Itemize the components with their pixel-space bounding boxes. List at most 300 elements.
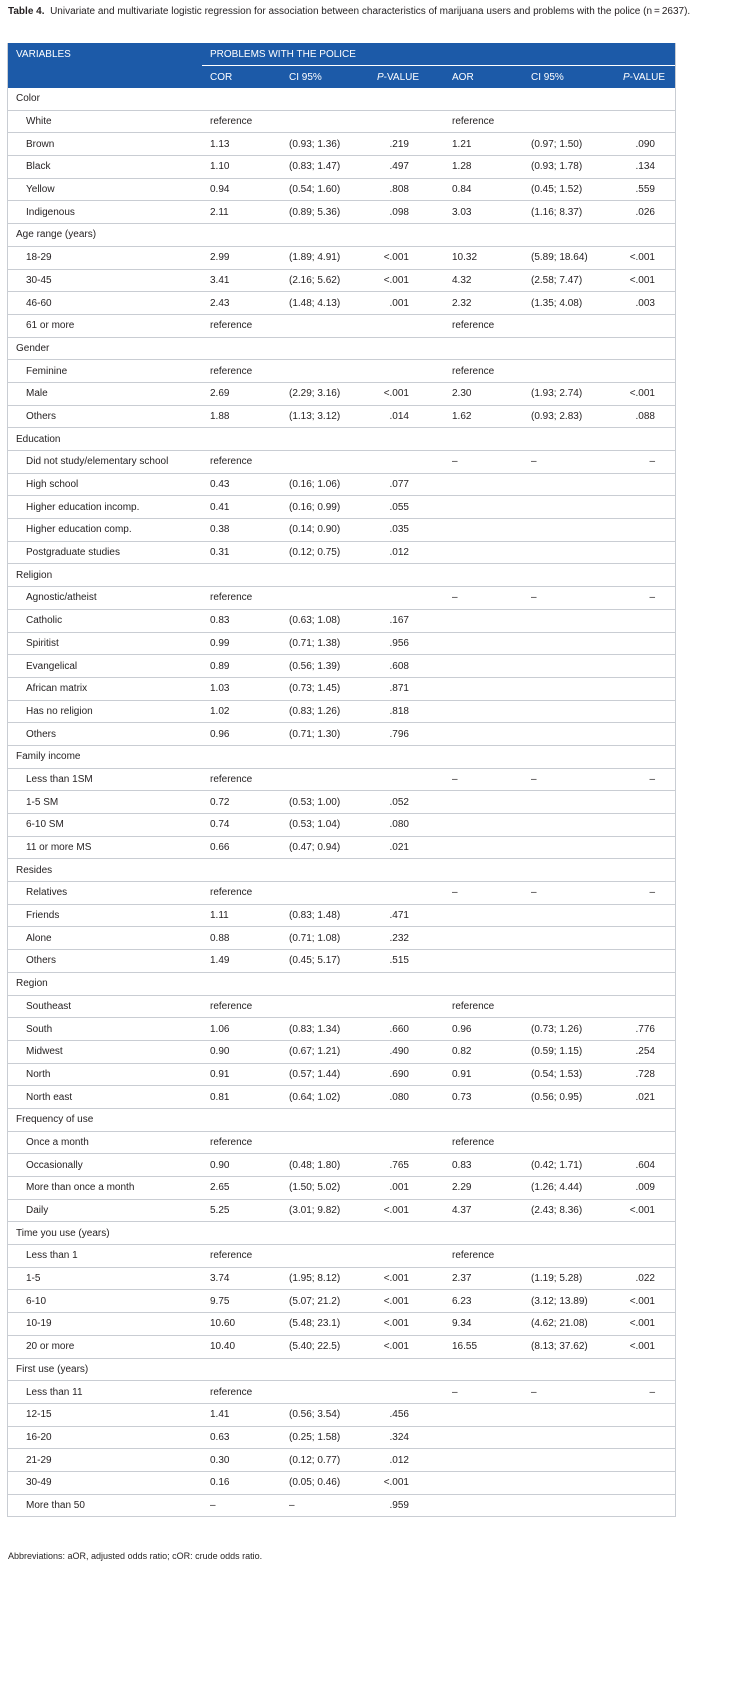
cell-ci-adjusted [523,609,615,632]
group-label: Age range (years) [8,224,675,247]
cell-ci-crude: (1.48; 4.13) [281,292,369,315]
cell-p-value-adjusted [615,723,675,746]
row-label: 30-45 [8,269,202,292]
cell-p-value-crude [369,1267,444,1290]
p-value-text: – [649,887,655,899]
row-label: Agnostic/atheist [8,587,202,610]
table-caption [8,5,698,19]
cell-ci-adjusted [523,723,615,746]
row-label: Relatives [8,882,202,905]
cell-p-value-adjusted [615,1290,675,1313]
cell-ci-crude: – [281,1494,369,1517]
cell-aor [444,609,523,632]
cell-ci-adjusted: (1.35; 4.08) [523,292,615,315]
p-value-text: <.001 [629,274,655,286]
row-label: Male [8,382,202,405]
p-value-text: <.001 [629,1205,655,1217]
cell-p-value-crude [369,246,444,269]
cell-ci-adjusted: (0.45; 1.52) [523,178,615,201]
cell-p-value-adjusted [615,768,675,791]
cell-p-value-adjusted [615,451,675,474]
row-label: 16-20 [8,1426,202,1449]
table-row [8,156,675,179]
cell-aor: 0.82 [444,1040,523,1063]
cell-p-value-crude [369,655,444,678]
cell-ci-crude: (0.89; 5.36) [281,201,369,224]
cell-ci-crude [281,451,369,474]
cell-p-value-adjusted [615,1403,675,1426]
row-label: 12-15 [8,1403,202,1426]
header-p-value-crude [369,66,444,89]
cell-p-value-crude [369,541,444,564]
p-value-text: .765 [389,1159,409,1171]
cell-p-value-crude [369,201,444,224]
row-label: 6-10 SM [8,814,202,837]
table-header [8,43,675,88]
cell-p-value-adjusted [615,677,675,700]
cell-ci-adjusted: (2.43; 8.36) [523,1199,615,1222]
cell-aor: 0.84 [444,178,523,201]
cell-p-value-crude [369,1449,444,1472]
cell-cor: 1.02 [202,700,281,723]
cell-aor [444,541,523,564]
table-row [8,632,675,655]
cell-cor: 10.60 [202,1313,281,1336]
cell-ci-adjusted [523,110,615,133]
cell-p-value-crude [369,1040,444,1063]
cell-ci-adjusted [523,655,615,678]
cell-cor: 0.72 [202,791,281,814]
cell-ci-crude: (0.63; 1.08) [281,609,369,632]
cell-aor [444,496,523,519]
table-row [8,1245,675,1268]
header-ci-adjusted: CI 95% [523,66,615,89]
cell-ci-crude: (3.01; 9.82) [281,1199,369,1222]
cell-p-value-crude [369,451,444,474]
cell-cor: reference [202,882,281,905]
cell-cor: 0.88 [202,927,281,950]
cell-cor: 0.96 [202,723,281,746]
cell-cor: 2.99 [202,246,281,269]
cell-ci-adjusted: (4.62; 21.08) [523,1313,615,1336]
table-row [8,655,675,678]
cell-cor: 0.81 [202,1086,281,1109]
table-row [8,314,675,337]
p-value-text: .014 [389,410,409,422]
table-caption-label: Table 4. [8,6,45,17]
cell-aor: 6.23 [444,1290,523,1313]
cell-p-value-adjusted [615,995,675,1018]
cell-p-value-adjusted [615,1449,675,1472]
cell-aor: 0.83 [444,1154,523,1177]
cell-ci-adjusted [523,519,615,542]
table-row [8,1313,675,1336]
cell-aor: reference [444,995,523,1018]
cell-ci-crude: (0.47; 0.94) [281,836,369,859]
table-group-row [8,337,675,360]
cell-cor: 1.03 [202,677,281,700]
cell-ci-crude: (0.71; 1.30) [281,723,369,746]
group-label: Gender [8,337,675,360]
row-label: 6-10 [8,1290,202,1313]
cell-ci-adjusted [523,496,615,519]
row-label: High school [8,473,202,496]
table-row [8,768,675,791]
group-label: Religion [8,564,675,587]
table-row [8,292,675,315]
cell-aor: 1.21 [444,133,523,156]
p-value-text: .080 [389,819,409,831]
header-p-rest: -VALUE [629,71,666,83]
table-row [8,995,675,1018]
row-label: Did not study/elementary school [8,451,202,474]
cell-p-value-adjusted [615,292,675,315]
cell-ci-crude: (0.67; 1.21) [281,1040,369,1063]
cell-ci-adjusted [523,314,615,337]
table-row [8,1040,675,1063]
cell-aor: – [444,587,523,610]
table-row [8,677,675,700]
table-row [8,110,675,133]
cell-ci-adjusted [523,995,615,1018]
p-value-text: <.001 [383,1477,409,1489]
cell-ci-crude: (0.05; 0.46) [281,1471,369,1494]
table-group-row [8,972,675,995]
cell-p-value-adjusted [615,1494,675,1517]
table-footnote: Abbreviations: aOR, adjusted odds ratio; cOR: crude odds ratio. [8,1551,263,1561]
cell-ci-crude [281,1381,369,1404]
p-value-text: .254 [635,1046,655,1058]
cell-ci-crude: (0.83; 1.34) [281,1018,369,1041]
cell-ci-crude: (0.71; 1.08) [281,927,369,950]
cell-p-value-crude [369,1335,444,1358]
cell-aor [444,1494,523,1517]
p-value-text: .604 [635,1159,655,1171]
p-value-text: – [649,592,655,604]
row-label: Higher education incomp. [8,496,202,519]
p-value-text: <.001 [629,1318,655,1330]
table-row [8,473,675,496]
cell-ci-crude: (5.07; 21.2) [281,1290,369,1313]
cell-p-value-adjusted [615,950,675,973]
cell-p-value-adjusted [615,1267,675,1290]
cell-ci-crude: (0.53; 1.04) [281,814,369,837]
cell-p-value-crude [369,632,444,655]
cell-cor: 2.11 [202,201,281,224]
cell-p-value-adjusted [615,382,675,405]
row-label: South [8,1018,202,1041]
cell-ci-adjusted: – [523,882,615,905]
p-value-text: .021 [635,1091,655,1103]
cell-ci-crude [281,995,369,1018]
cell-ci-crude: (1.13; 3.12) [281,405,369,428]
cell-cor: 3.41 [202,269,281,292]
row-label: Others [8,723,202,746]
header-p-italic: P [377,71,384,83]
cell-ci-adjusted: – [523,587,615,610]
cell-p-value-adjusted [615,587,675,610]
p-value-text: .167 [389,615,409,627]
cell-ci-crude: (1.50; 5.02) [281,1177,369,1200]
cell-p-value-adjusted [615,927,675,950]
cell-aor: – [444,882,523,905]
row-label: Black [8,156,202,179]
cell-aor: 2.30 [444,382,523,405]
table-row [8,451,675,474]
cell-cor: 2.43 [202,292,281,315]
cell-aor: – [444,1381,523,1404]
cell-ci-crude: (5.40; 22.5) [281,1335,369,1358]
cell-aor: 4.37 [444,1199,523,1222]
p-value-text: .818 [389,705,409,717]
cell-aor [444,1471,523,1494]
table-row [8,201,675,224]
cell-ci-crude: (0.73; 1.45) [281,677,369,700]
cell-cor: reference [202,1245,281,1268]
cell-ci-crude: (2.29; 3.16) [281,382,369,405]
cell-cor: 0.16 [202,1471,281,1494]
p-value-text: .608 [389,660,409,672]
cell-ci-crude: (5.48; 23.1) [281,1313,369,1336]
cell-aor [444,632,523,655]
cell-cor: reference [202,1381,281,1404]
row-label: Brown [8,133,202,156]
cell-ci-adjusted [523,632,615,655]
row-label: Occasionally [8,1154,202,1177]
table-group-row [8,745,675,768]
cell-aor: 4.32 [444,269,523,292]
cell-p-value-adjusted [615,1471,675,1494]
table-row [8,133,675,156]
p-value-text: – [649,1386,655,1398]
table-group-row [8,859,675,882]
group-label: Resides [8,859,675,882]
cell-cor: 10.40 [202,1335,281,1358]
cell-ci-adjusted [523,700,615,723]
row-label: Less than 1 [8,1245,202,1268]
cell-p-value-adjusted [615,496,675,519]
cell-p-value-adjusted [615,1313,675,1336]
cell-p-value-adjusted [615,1063,675,1086]
table-row [8,1154,675,1177]
table-row [8,1449,675,1472]
cell-aor: 0.73 [444,1086,523,1109]
header-p-italic: P [623,71,630,83]
cell-aor: reference [444,314,523,337]
cell-cor: 0.66 [202,836,281,859]
cell-ci-adjusted [523,1449,615,1472]
table-group-row [8,1108,675,1131]
cell-aor [444,836,523,859]
cell-p-value-adjusted [615,360,675,383]
cell-p-value-crude [369,950,444,973]
row-label: 1-5 [8,1267,202,1290]
cell-p-value-crude [369,1471,444,1494]
cell-p-value-adjusted [615,473,675,496]
p-value-text: .003 [635,297,655,309]
cell-cor: 0.30 [202,1449,281,1472]
table-row [8,1403,675,1426]
table-row [8,836,675,859]
row-label: More than once a month [8,1177,202,1200]
cell-ci-crude: (0.12; 0.77) [281,1449,369,1472]
header-blank [8,66,202,89]
cell-aor: 0.91 [444,1063,523,1086]
p-value-text: <.001 [383,1295,409,1307]
cell-ci-crude [281,882,369,905]
cell-p-value-adjusted [615,609,675,632]
p-value-text: .690 [389,1068,409,1080]
cell-aor: reference [444,110,523,133]
table-row [8,178,675,201]
p-value-text: .956 [389,637,409,649]
p-value-text: <.001 [383,1273,409,1285]
cell-ci-adjusted [523,950,615,973]
table-row [8,519,675,542]
cell-p-value-crude [369,882,444,905]
cell-cor: reference [202,768,281,791]
table-row [8,1426,675,1449]
cell-ci-adjusted: (1.16; 8.37) [523,201,615,224]
header-group-title: PROBLEMS WITH THE POLICE [202,43,675,66]
header-aor: AOR [444,66,523,89]
cell-p-value-adjusted [615,269,675,292]
cell-cor: reference [202,587,281,610]
p-value-text: .796 [389,728,409,740]
cell-p-value-adjusted [615,1381,675,1404]
cell-p-value-crude [369,723,444,746]
cell-ci-crude: (0.83; 1.26) [281,700,369,723]
cell-p-value-crude [369,360,444,383]
cell-p-value-crude [369,1313,444,1336]
cell-p-value-crude [369,1199,444,1222]
p-value-text: .776 [635,1023,655,1035]
cell-aor [444,1403,523,1426]
cell-ci-crude: (0.57; 1.44) [281,1063,369,1086]
cell-aor: 0.96 [444,1018,523,1041]
cell-cor: 0.89 [202,655,281,678]
table-row [8,1063,675,1086]
p-value-text: .090 [635,138,655,150]
p-value-text: .728 [635,1068,655,1080]
cell-cor: reference [202,314,281,337]
cell-p-value-crude [369,496,444,519]
cell-aor [444,927,523,950]
cell-aor: 1.62 [444,405,523,428]
cell-p-value-adjusted [615,1335,675,1358]
cell-cor: 2.65 [202,1177,281,1200]
cell-p-value-adjusted [615,882,675,905]
group-label: Family income [8,745,675,768]
table-row [8,609,675,632]
table-group-row [8,88,675,110]
p-value-text: .456 [389,1409,409,1421]
group-label: Color [8,88,675,110]
cell-aor: 1.28 [444,156,523,179]
p-value-text: .001 [389,297,409,309]
table-row [8,587,675,610]
cell-ci-adjusted [523,541,615,564]
row-label: Daily [8,1199,202,1222]
cell-p-value-crude [369,1426,444,1449]
p-value-text: .490 [389,1046,409,1058]
row-label: North east [8,1086,202,1109]
p-value-text: .471 [389,910,409,922]
cell-cor: 2.69 [202,382,281,405]
cell-ci-adjusted [523,1403,615,1426]
table-row [8,1199,675,1222]
cell-ci-adjusted: – [523,451,615,474]
cell-ci-crude: (1.95; 8.12) [281,1267,369,1290]
cell-p-value-adjusted [615,1426,675,1449]
cell-p-value-adjusted [615,1018,675,1041]
cell-ci-adjusted [523,360,615,383]
p-value-text: .026 [635,206,655,218]
cell-aor [444,814,523,837]
p-value-text: <.001 [383,1341,409,1353]
cell-aor: 2.32 [444,292,523,315]
table-row [8,269,675,292]
table-row [8,904,675,927]
cell-cor: 1.88 [202,405,281,428]
cell-ci-adjusted [523,791,615,814]
cell-ci-adjusted: (0.93; 2.83) [523,405,615,428]
cell-p-value-crude [369,609,444,632]
cell-ci-adjusted [523,927,615,950]
cell-p-value-crude [369,814,444,837]
cell-cor: 0.43 [202,473,281,496]
cell-aor [444,473,523,496]
p-value-text: .021 [389,842,409,854]
p-value-text: <.001 [383,1318,409,1330]
cell-p-value-crude [369,1018,444,1041]
cell-ci-crude: (0.71; 1.38) [281,632,369,655]
cell-p-value-adjusted [615,814,675,837]
cell-p-value-crude [369,768,444,791]
cell-aor: reference [444,1245,523,1268]
row-label: 10-19 [8,1313,202,1336]
p-value-text: .808 [389,184,409,196]
cell-p-value-adjusted [615,1086,675,1109]
cell-ci-adjusted: (3.12; 13.89) [523,1290,615,1313]
p-value-text: .219 [389,138,409,150]
cell-p-value-crude [369,1403,444,1426]
row-label: Others [8,405,202,428]
cell-p-value-crude [369,473,444,496]
cell-ci-crude: (0.16; 1.06) [281,473,369,496]
cell-p-value-adjusted [615,201,675,224]
p-value-text: <.001 [629,252,655,264]
cell-ci-adjusted: (0.54; 1.53) [523,1063,615,1086]
cell-ci-crude [281,314,369,337]
cell-p-value-adjusted [615,541,675,564]
row-label: African matrix [8,677,202,700]
p-value-text: .871 [389,683,409,695]
cell-ci-crude [281,768,369,791]
cell-p-value-adjusted [615,904,675,927]
row-label: Catholic [8,609,202,632]
cell-ci-crude: (0.93; 1.36) [281,133,369,156]
regression-table-container [7,43,676,1517]
p-value-text: <.001 [629,1295,655,1307]
cell-cor: 3.74 [202,1267,281,1290]
cell-ci-adjusted: (0.97; 1.50) [523,133,615,156]
cell-cor: 0.38 [202,519,281,542]
cell-ci-adjusted [523,1471,615,1494]
cell-ci-adjusted: (0.59; 1.15) [523,1040,615,1063]
cell-p-value-adjusted [615,246,675,269]
cell-aor [444,904,523,927]
